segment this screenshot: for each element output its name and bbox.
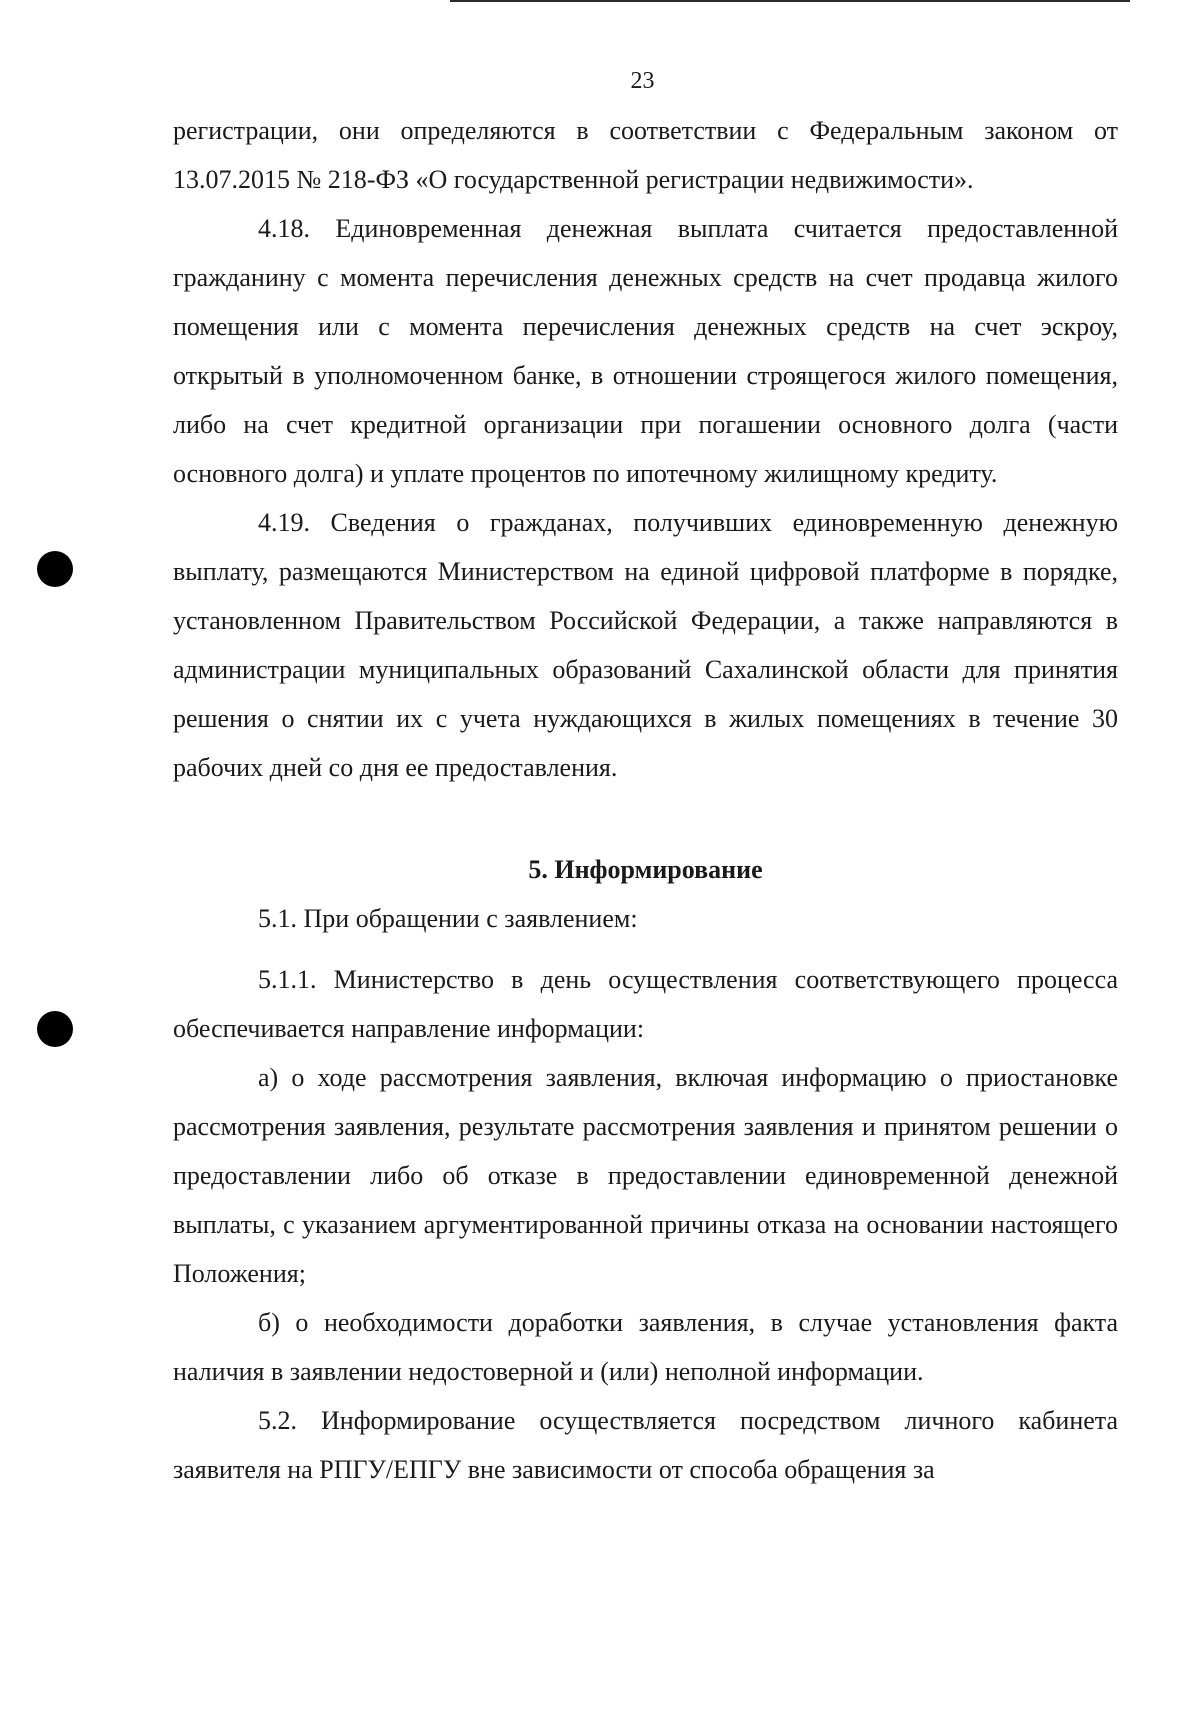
paragraph-continuation: регистрации, они определяются в соответствии с Федеральным законом от 13.07.2015 № 218-ФЗ «О государственной регистрации недвижимости». [173,116,1118,194]
paragraph-5-1-1: 5.1.1. Министерство в день осуществления соответствующего процесса обеспечивается направление информации: [173,965,1118,1043]
paragraph-a: а) о ходе рассмотрения заявления, включая информацию о приостановке рассмотрения заявления, результате рассмотрения заявления и принятом решении о предоставлении либо об отказе в предоставлении единовременной денежной выплаты, с указанием аргументированной причины отказа на основании настоящего Положения; [173,1063,1118,1288]
paragraph-4-19: 4.19. Сведения о гражданах, получивших единовременную денежную выплату, размещаются Министерством на единой цифровой платформе в порядке, установленном Правительством Российской Федерации, а также направляются в администрации муниципальных образований Сахалинской области для принятия решения о снятии их с учета нуждающихся в жилых помещениях в течение 30 рабочих дней со дня ее предоставления. [173,508,1118,782]
paragraph-b: б) о необходимости доработки заявления, в случае установления факта наличия в заявлении недостоверной и (или) неполной информации. [173,1308,1118,1386]
document-body [173,106,1118,1494]
paragraph-4-18: 4.18. Единовременная денежная выплата считается предоставленной гражданину с момента перечисления денежных средств на счет продавца жилого помещения или с момента перечисления денежных средств на счет эскроу, открытый в уполномоченном банке, в отношении строящегося жилого помещения, либо на счет кредитной организации при погашении основного долга (части основного долга) и уплате процентов по ипотечному жилищному кредиту. [173,214,1118,488]
punch-hole-mark [37,1011,73,1047]
page-number: 23 [630,68,655,94]
section-heading: 5. Информирование [528,855,763,884]
paragraph-5-2: 5.2. Информирование осуществляется посредством личного кабинета заявителя на РПГУ/ЕПГУ вне зависимости от способа обращения за [173,1406,1118,1484]
top-scan-rule [450,0,1130,2]
punch-hole-mark [37,551,73,587]
paragraph-5-1: 5.1. При обращении с заявлением: [258,904,638,933]
